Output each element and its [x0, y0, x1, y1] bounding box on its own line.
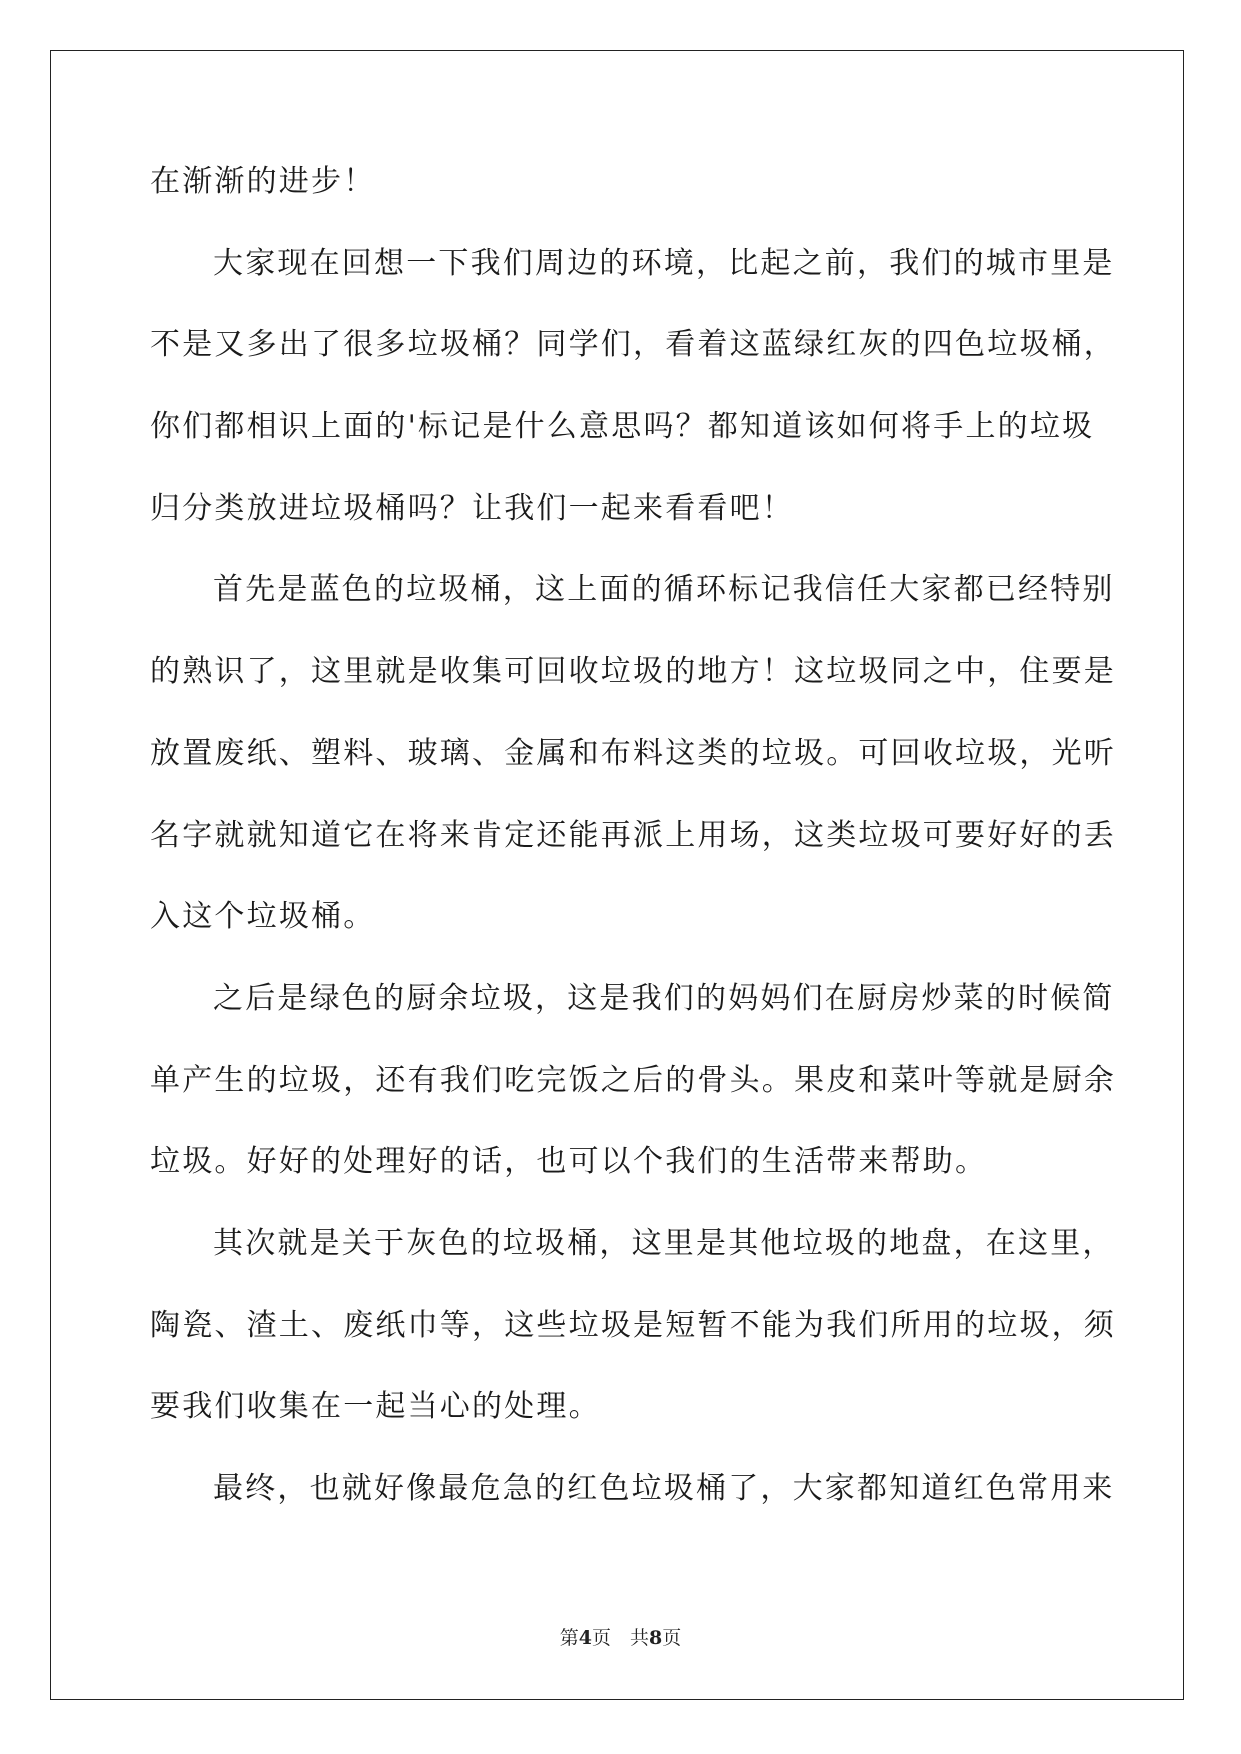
page-separator: 页 共 [591, 1627, 649, 1649]
page-footer [0, 1625, 1241, 1651]
total-page-number: 8 [649, 1627, 663, 1649]
text-line: 在渐渐的进步！ [150, 164, 376, 199]
text-line: 归分类放进垃圾桶吗？让我们一起来看看吧！ [150, 490, 794, 526]
text-line: 入这个垃圾桶。 [150, 899, 376, 935]
text-line: 最终，也就好像最危急的红色垃圾桶了，大家都知道红色常用来 [213, 1471, 1115, 1506]
text-line: 的熟识了，这里就是收集可回收垃圾的地方！这垃圾同之中，住要是 [150, 654, 1116, 690]
text-line: 要我们收集在一起当心的处理。 [150, 1389, 601, 1425]
text-line: 其次就是关于灰色的垃圾桶，这里是其他垃圾的地盘，在这里， [213, 1225, 1115, 1261]
text-line: 放置废纸、塑料、玻璃、金属和布料这类的垃圾。可回收垃圾，光听 [150, 735, 1116, 771]
text-line: 单产生的垃圾，还有我们吃完饭之后的骨头。果皮和菜叶等就是厨余 [150, 1062, 1116, 1098]
text-line: 陶瓷、渣土、废纸巾等，这些垃圾是短暂不能为我们所用的垃圾，须 [150, 1307, 1116, 1343]
page-prefix: 第 [559, 1627, 579, 1649]
text-line: 之后是绿色的厨余垃圾，这是我们的妈妈们在厨房炒菜的时候简 [213, 980, 1115, 1016]
text-line: 名字就就知道它在将来肯定还能再派上用场，这类垃圾可要好好的丢 [150, 817, 1116, 853]
text-line: 垃圾。好好的处理好的话，也可以个我们的生活带来帮助。 [150, 1144, 988, 1180]
current-page-number: 4 [578, 1627, 592, 1649]
text-line: 首先是蓝色的垃圾桶，这上面的循环标记我信任大家都已经特别 [213, 572, 1115, 608]
text-line: 大家现在回想一下我们周边的环境，比起之前，我们的城市里是 [213, 245, 1115, 281]
page-suffix: 页 [662, 1627, 682, 1649]
document-body [150, 158, 1116, 1547]
text-line: 你们都相识上面的'标记是什么意思吗？都知道该如何将手上的垃圾 [150, 409, 1095, 445]
text-line: 不是又多出了很多垃圾桶？同学们，看着这蓝绿红灰的四色垃圾桶， [150, 327, 1116, 363]
